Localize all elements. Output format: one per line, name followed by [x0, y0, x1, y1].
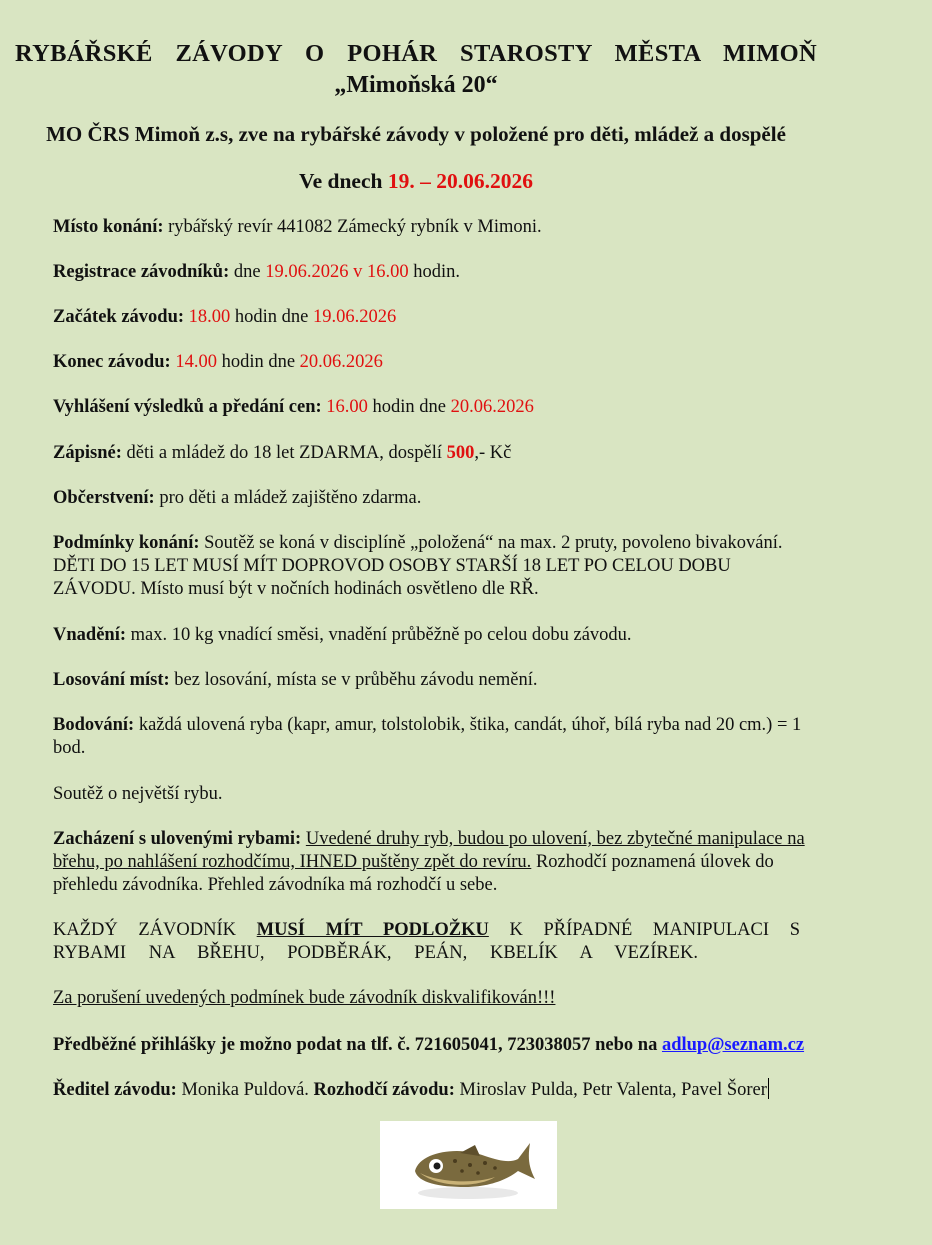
staff-paragraph: [53, 1078, 873, 1102]
results-paragraph: [53, 396, 873, 419]
page-subtitle: „Mimoňská 20“: [334, 72, 498, 98]
start-time: 18.00: [184, 307, 231, 327]
results-label: Vyhlášení výsledků a předání cen:: [53, 397, 322, 417]
fee-paragraph: [53, 442, 873, 465]
mat-line-2: RYBAMI NA BŘEHU, PODBĚRÁK, PEÁN, KBELÍK A VEZÍREK.: [53, 943, 698, 963]
draw-label: Losování míst:: [53, 670, 170, 690]
judges-label: Rozhodčí závodu:: [313, 1080, 455, 1100]
draw-paragraph: [53, 669, 873, 692]
registration-text-1: dne: [229, 262, 266, 282]
conditions-label: Podmínky konání:: [53, 533, 200, 553]
judges-names: Miroslav Pulda, Petr Valenta, Pavel Šorer: [454, 1080, 767, 1100]
director-name: Monika Puldová.: [176, 1080, 314, 1100]
text-cursor: [768, 1078, 769, 1099]
refreshment-paragraph: [53, 487, 873, 510]
conditions-line-3: ZÁVODU. Místo musí být v nočních hodinách osvětleno dle RŘ.: [53, 579, 539, 599]
registration-text-2: hodin.: [408, 262, 460, 282]
baiting-paragraph: [53, 624, 873, 647]
fee-amount: 500: [446, 443, 475, 463]
results-date: 20.06.2026: [450, 397, 534, 417]
end-label: Konec závodu:: [53, 352, 171, 372]
venue-text: rybářský revír 441082 Zámecký rybník v Mimoni.: [163, 217, 542, 237]
baiting-label: Vnadění:: [53, 625, 126, 645]
draw-text: bez losování, místa se v průběhu závodu nemění.: [169, 670, 538, 690]
handling-paragraph: [53, 828, 873, 897]
email-link[interactable]: adlup@seznam.cz: [661, 1035, 805, 1055]
invitation-line: MO ČRS Mimoň z.s, zve na rybářské závody v položené pro děti, mládež a dospělé: [46, 122, 786, 146]
baiting-text: max. 10 kg vnadící směsi, vnadění průběžně po celou dobu závodu.: [126, 625, 632, 645]
venue-paragraph: [53, 216, 873, 239]
handling-text-2: Rozhodčí poznamená úlovek do: [531, 852, 774, 872]
end-date: 20.06.2026: [299, 352, 383, 372]
refreshment-label: Občerstvení:: [53, 488, 155, 508]
start-label: Začátek závodu:: [53, 307, 185, 327]
scoring-label: Bodování:: [53, 715, 135, 735]
registration-paragraph: [53, 261, 873, 284]
end-paragraph: [53, 351, 873, 374]
start-paragraph: [53, 306, 873, 329]
scoring-line-2: bod.: [53, 738, 86, 758]
fee-label: Zápisné:: [53, 443, 122, 463]
handling-underlined-2: břehu, po nahlášení rozhodčímu, IHNED puštěny zpět do revíru.: [53, 852, 532, 872]
page-title: RYBÁŘSKÉ ZÁVODY O POHÁR STAROSTY MĚSTA MIMOŇ: [15, 40, 817, 67]
end-time: 14.00: [170, 352, 217, 372]
mat-required: MUSÍ MÍT PODLOŽKU: [256, 920, 489, 940]
venue-label: Místo konání:: [53, 217, 164, 237]
handling-line-3: přehledu závodníka. Přehled závodníka má rozhodčí u sebe.: [53, 875, 498, 895]
applications-text: Předběžné přihlášky je možno podat na tlf. č. 721605041, 723038057 nebo na: [53, 1035, 662, 1055]
conditions-line-2: DĚTI DO 15 LET MUSÍ MÍT DOPROVOD OSOBY STARŠÍ 18 LET PO CELOU DOBU: [53, 556, 731, 576]
results-text: hodin dne: [367, 397, 451, 417]
disqualification-paragraph: Za porušení uvedených podmínek bude závodník diskvalifikován!!!: [53, 988, 556, 1008]
dates-prefix: Ve dnech: [299, 169, 388, 193]
handling-underlined-1: Uvedené druhy ryb, budou po ulovení, bez zbytečné manipulace na: [305, 829, 805, 849]
event-dates: [0, 167, 832, 195]
refreshment-text: pro děti a mládež zajištěno zdarma.: [154, 488, 422, 508]
scoring-paragraph: [53, 714, 873, 760]
applications-paragraph: [53, 1034, 873, 1057]
handling-label: Zacházení s ulovenými rybami:: [53, 829, 302, 849]
registration-label: Registrace závodníků:: [53, 262, 230, 282]
scoring-line-1: každá ulovená ryba (kapr, amur, tolstolobik, štika, candát, úhoř, bílá ryba nad 20 cm.) = 1: [134, 715, 802, 735]
end-text: hodin dne: [216, 352, 300, 372]
mat-text-2: K PŘÍPADNÉ MANIPULACI S: [488, 920, 800, 940]
mat-requirement-paragraph: [53, 919, 873, 965]
fee-text-1: děti a mládež do 18 let ZDARMA, dospělí: [121, 443, 447, 463]
director-label: Ředitel závodu:: [53, 1080, 177, 1100]
fee-text-2: ,- Kč: [474, 443, 512, 463]
mat-text-1: KAŽDÝ ZÁVODNÍK: [53, 920, 257, 940]
dates-value: 19. – 20.06.2026: [387, 169, 533, 193]
start-text: hodin dne: [230, 307, 314, 327]
fish-figurine-icon: [380, 1121, 557, 1209]
conditions-line-1: Soutěž se koná v disciplíně „položená“ na max. 2 pruty, povoleno bivakování.: [199, 533, 783, 553]
results-time: 16.00: [321, 397, 368, 417]
registration-datetime: 19.06.2026 v 16.00: [265, 262, 409, 282]
biggest-fish-paragraph: Soutěž o největší rybu.: [53, 784, 223, 804]
conditions-paragraph: [53, 532, 873, 601]
start-date: 19.06.2026: [313, 307, 397, 327]
